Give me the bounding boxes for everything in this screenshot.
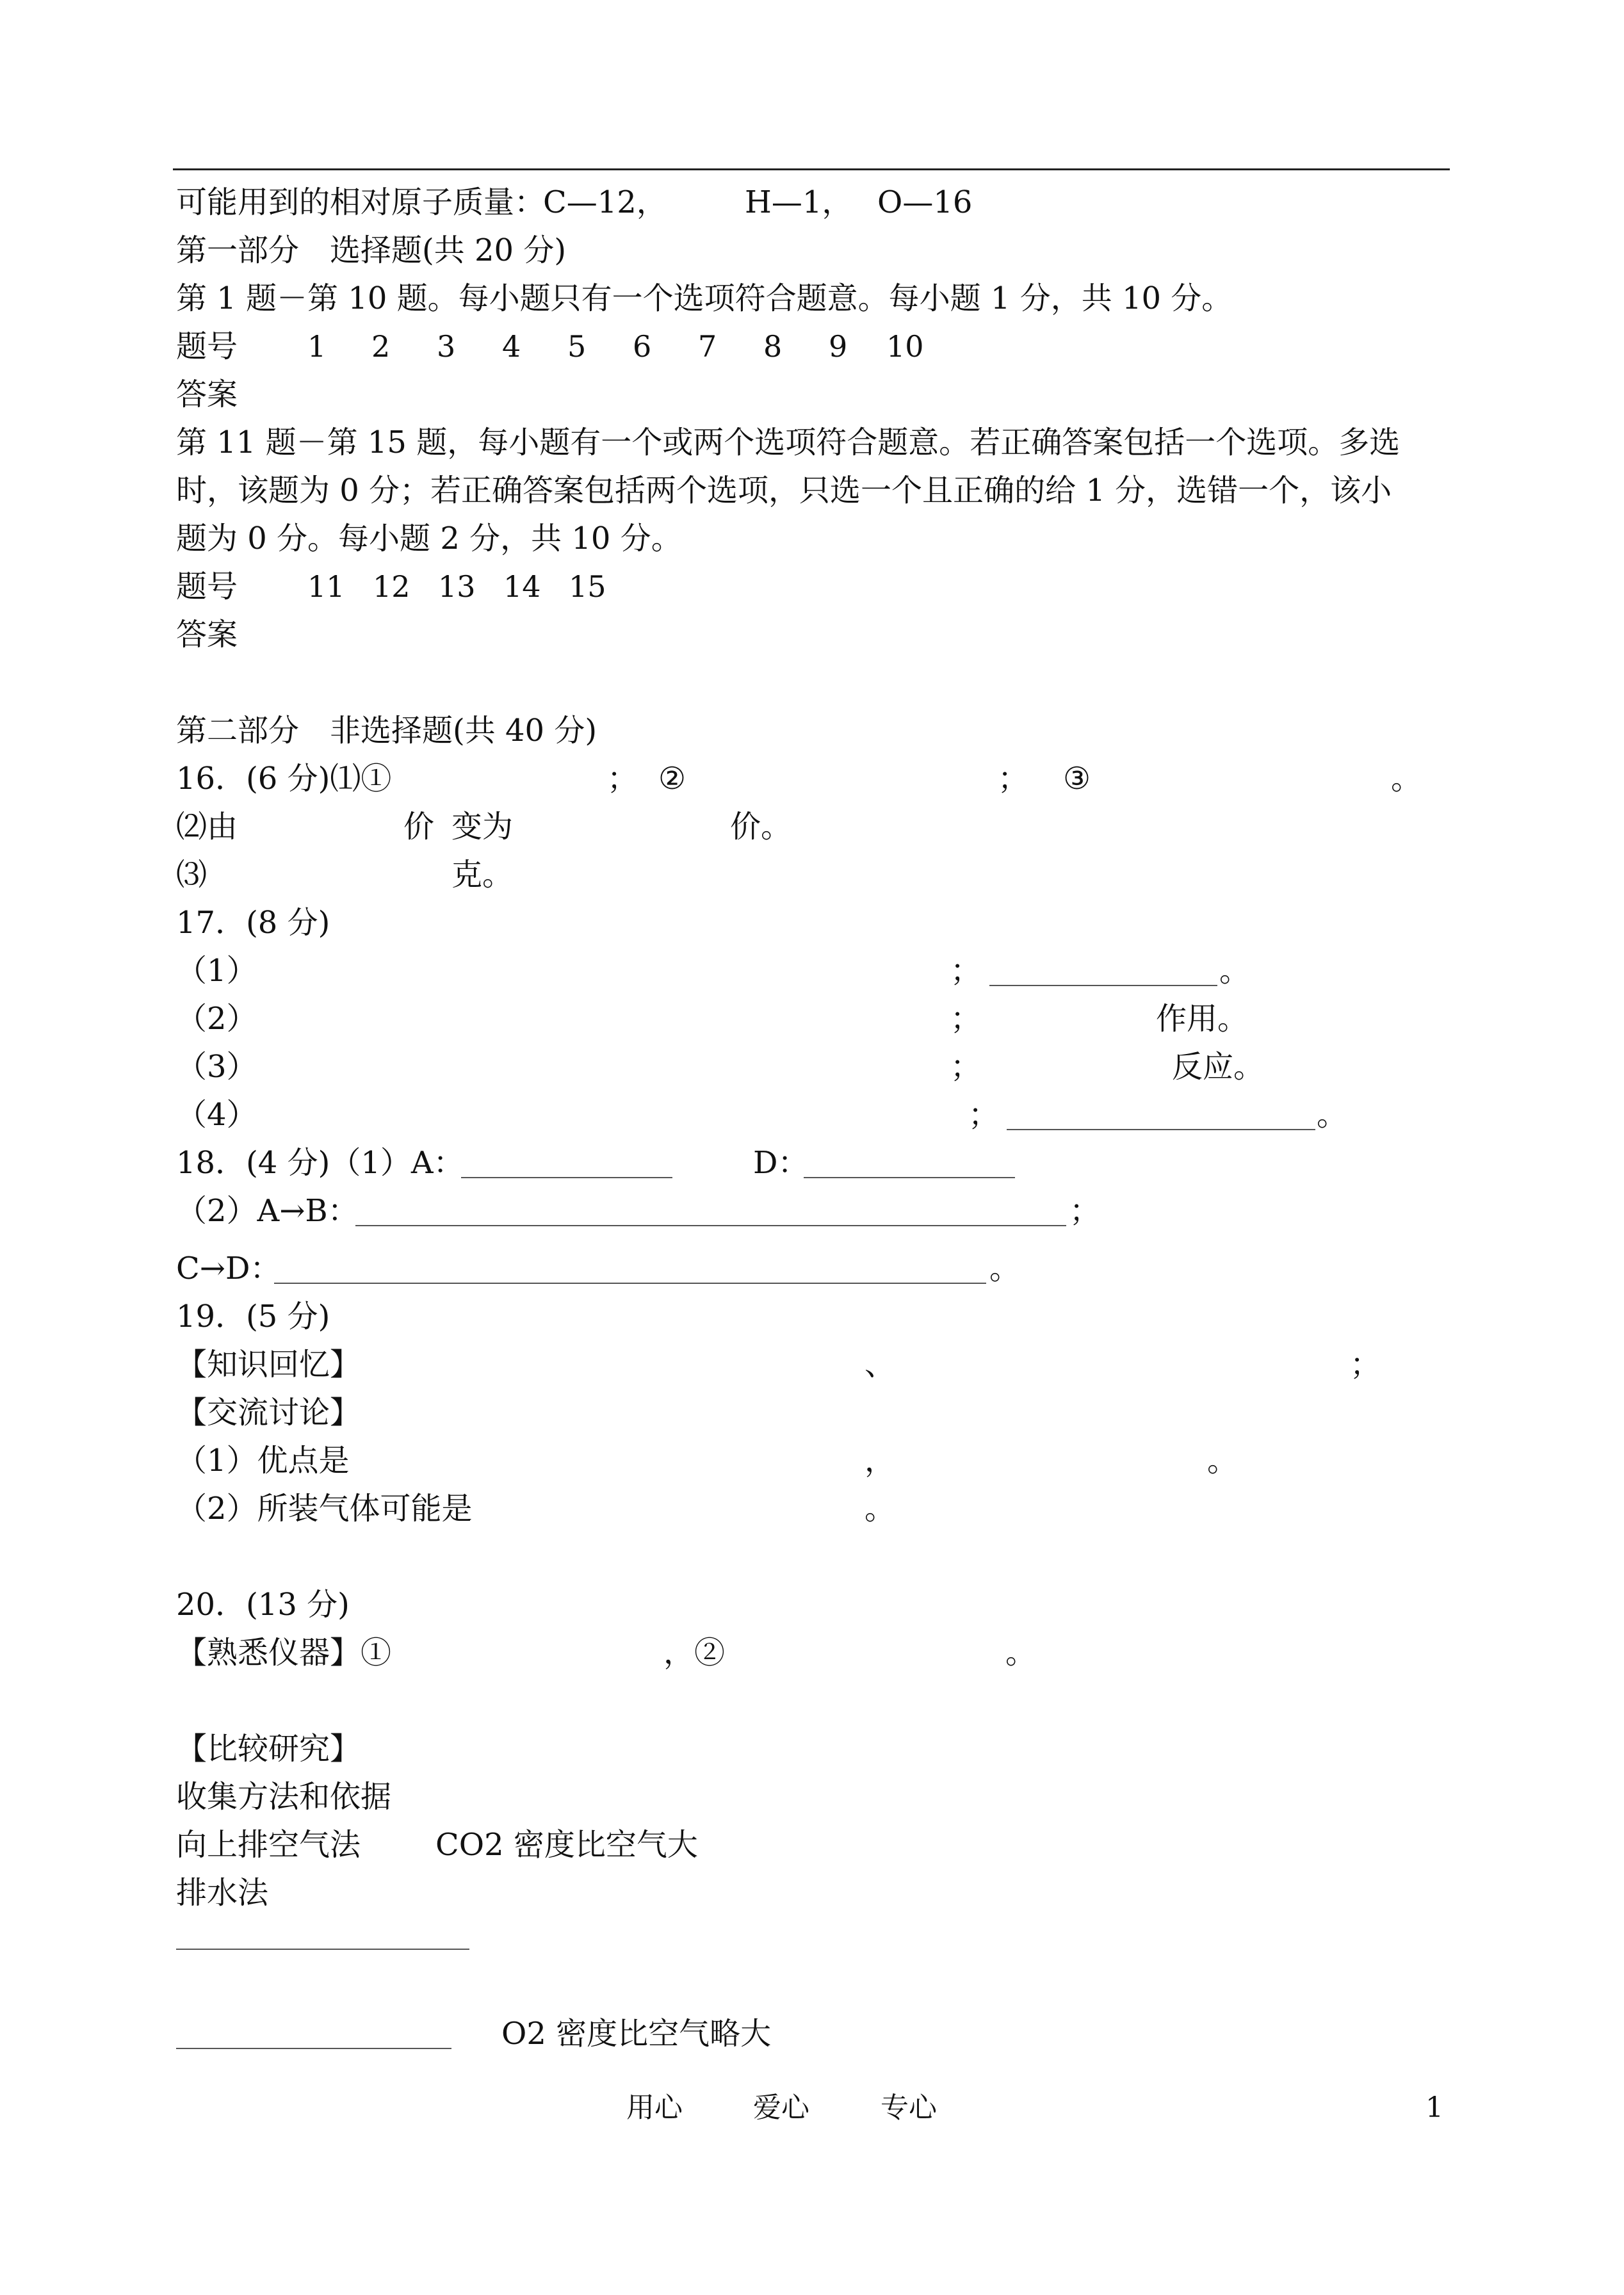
q19-gas-label: （2）所装气体可能是: [176, 1491, 473, 1527]
question-number: 7: [698, 329, 717, 364]
question-number: 8: [763, 329, 783, 364]
q19-advantage-comma: ，: [865, 1443, 896, 1479]
q18-part3-label: C→D：: [176, 1251, 281, 1286]
answer-row1-label: 题号: [176, 328, 238, 364]
answer-blank[interactable]: [355, 1225, 1066, 1226]
q19-knowledge-end: ；: [1350, 1347, 1381, 1383]
question-number: 11: [307, 569, 345, 604]
q20-heading: 20．(13 分): [176, 1587, 350, 1623]
q19-heading: 19．(5 分): [176, 1299, 330, 1334]
question-number: 3: [437, 329, 456, 364]
footer-slogan: 用心: [626, 2091, 683, 2124]
question-number: 2: [371, 329, 391, 364]
mass-carbon: C—12，: [543, 184, 667, 220]
footer-slogan: 专心: [881, 2091, 937, 2124]
q17-part4-label: （4）: [176, 1097, 257, 1133]
q19-knowledge-recall: 【知识回忆】: [176, 1347, 361, 1383]
atomic-masses-label: 可能用到的相对原子质量：: [176, 184, 546, 220]
question-number: 4: [502, 329, 521, 364]
mass-oxygen: O—16: [877, 184, 973, 220]
q16-part2-valence: 价。: [730, 809, 792, 845]
q17-part3-semicolon: ；: [950, 1049, 982, 1085]
mass-hydrogen: H—1，: [745, 184, 853, 220]
header-rule: [173, 168, 1450, 170]
q16-part2-valence: 价: [403, 809, 435, 845]
q19-separator: 、: [865, 1347, 896, 1383]
answer-row2-label: 题号: [176, 569, 238, 604]
part1-instructions-2: 第 11 题－第 15 题，每小题有一个或两个选项符合题意。若正确答案包括一个选项。多选: [176, 425, 1401, 460]
question-number: 5: [567, 329, 587, 364]
footer-slogan: 爱心: [753, 2091, 809, 2124]
q20-instruments: 【熟悉仪器】①: [176, 1635, 392, 1671]
question-number: 6: [633, 329, 652, 364]
q17-heading: 17．(8 分): [176, 905, 330, 941]
q18-part3-end: 。: [989, 1251, 1021, 1286]
q16-part3-unit: 克。: [451, 857, 514, 893]
q19-discussion: 【交流讨论】: [176, 1395, 361, 1431]
question-number: 15: [569, 569, 606, 604]
q17-part1-end: 。: [1219, 953, 1251, 989]
part1-instructions-2: 题为 0 分。每小题 2 分，共 10 分。: [176, 521, 682, 556]
q20-upward-method: 向上排空气法: [176, 1827, 361, 1863]
answer-row1-answer: 答案: [176, 377, 238, 412]
answer-blank[interactable]: [461, 1177, 672, 1178]
q18-part2-label: （2）A→B：: [176, 1193, 359, 1229]
question-number: 14: [503, 569, 541, 604]
answer-blank[interactable]: [274, 1283, 986, 1284]
q20-water-method: 排水法: [176, 1875, 269, 1911]
q17-part3-end: 反应。: [1172, 1049, 1265, 1085]
part2-title: 第二部分 非选择题(共 40 分): [176, 713, 597, 749]
question-number: 13: [438, 569, 476, 604]
q20-collect-heading: 收集方法和依据: [176, 1779, 392, 1815]
part1-title: 第一部分 选择题(共 20 分): [176, 232, 567, 268]
q16-part2-from: ⑵由: [176, 809, 238, 845]
q16-heading: 16．(6 分)⑴①: [176, 761, 392, 797]
part1-instructions-1: 第 1 题－第 10 题。每小题只有一个选项符合题意。每小题 1 分，共 10 分。: [176, 280, 1233, 316]
q17-part2-label: （2）: [176, 1001, 257, 1037]
q18-d-label: D：: [753, 1145, 809, 1181]
q20-o2-reason: O2 密度比空气略大: [501, 2016, 772, 2052]
q16-semicolon: ；: [998, 761, 1029, 797]
q17-part4-end: 。: [1317, 1097, 1348, 1133]
q17-part4-semicolon: ；: [968, 1097, 1000, 1133]
answer-blank[interactable]: [1007, 1129, 1315, 1130]
q16-semicolon: ；: [607, 761, 638, 797]
q20-instruments-end: 。: [1005, 1635, 1037, 1671]
question-number: 10: [886, 329, 924, 364]
q17-part3-label: （3）: [176, 1049, 257, 1085]
q16-part2-becomes: 变为: [451, 809, 514, 845]
q16-part3-label: ⑶: [176, 857, 207, 893]
q19-advantage-label: （1）优点是: [176, 1443, 350, 1479]
q17-part1-label: （1）: [176, 953, 257, 989]
question-number: 1: [307, 329, 327, 364]
question-number: 9: [829, 329, 848, 364]
question-number: 12: [373, 569, 410, 604]
q16-circle-2: ②: [658, 761, 686, 797]
answer-blank[interactable]: [176, 1949, 469, 1950]
page-number: 1: [1425, 2091, 1443, 2124]
q20-instruments-2: ，②: [663, 1635, 726, 1671]
answer-blank[interactable]: [176, 2048, 451, 2049]
q20-compare: 【比较研究】: [176, 1731, 361, 1767]
part1-instructions-2: 时，该题为 0 分；若正确答案包括两个选项，只选一个且正确的给 1 分，选错一个，该小: [176, 473, 1392, 508]
q16-end: 。: [1391, 761, 1422, 797]
q19-advantage-end: 。: [1207, 1443, 1238, 1479]
answer-row2-answer: 答案: [176, 617, 238, 653]
q16-circle-3: ③: [1063, 761, 1091, 797]
q20-upward-reason: CO2 密度比空气大: [435, 1827, 698, 1863]
q17-part2-semicolon: ；: [950, 1001, 982, 1037]
answer-blank[interactable]: [804, 1177, 1015, 1178]
q19-gas-end: 。: [865, 1491, 896, 1527]
answer-blank[interactable]: [989, 985, 1217, 986]
q18-part2-end: ；: [1069, 1193, 1101, 1229]
q17-part2-end: 作用。: [1156, 1001, 1249, 1037]
q18-heading: 18．(4 分)（1）A：: [176, 1145, 464, 1181]
q17-part1-semicolon: ；: [950, 953, 982, 989]
